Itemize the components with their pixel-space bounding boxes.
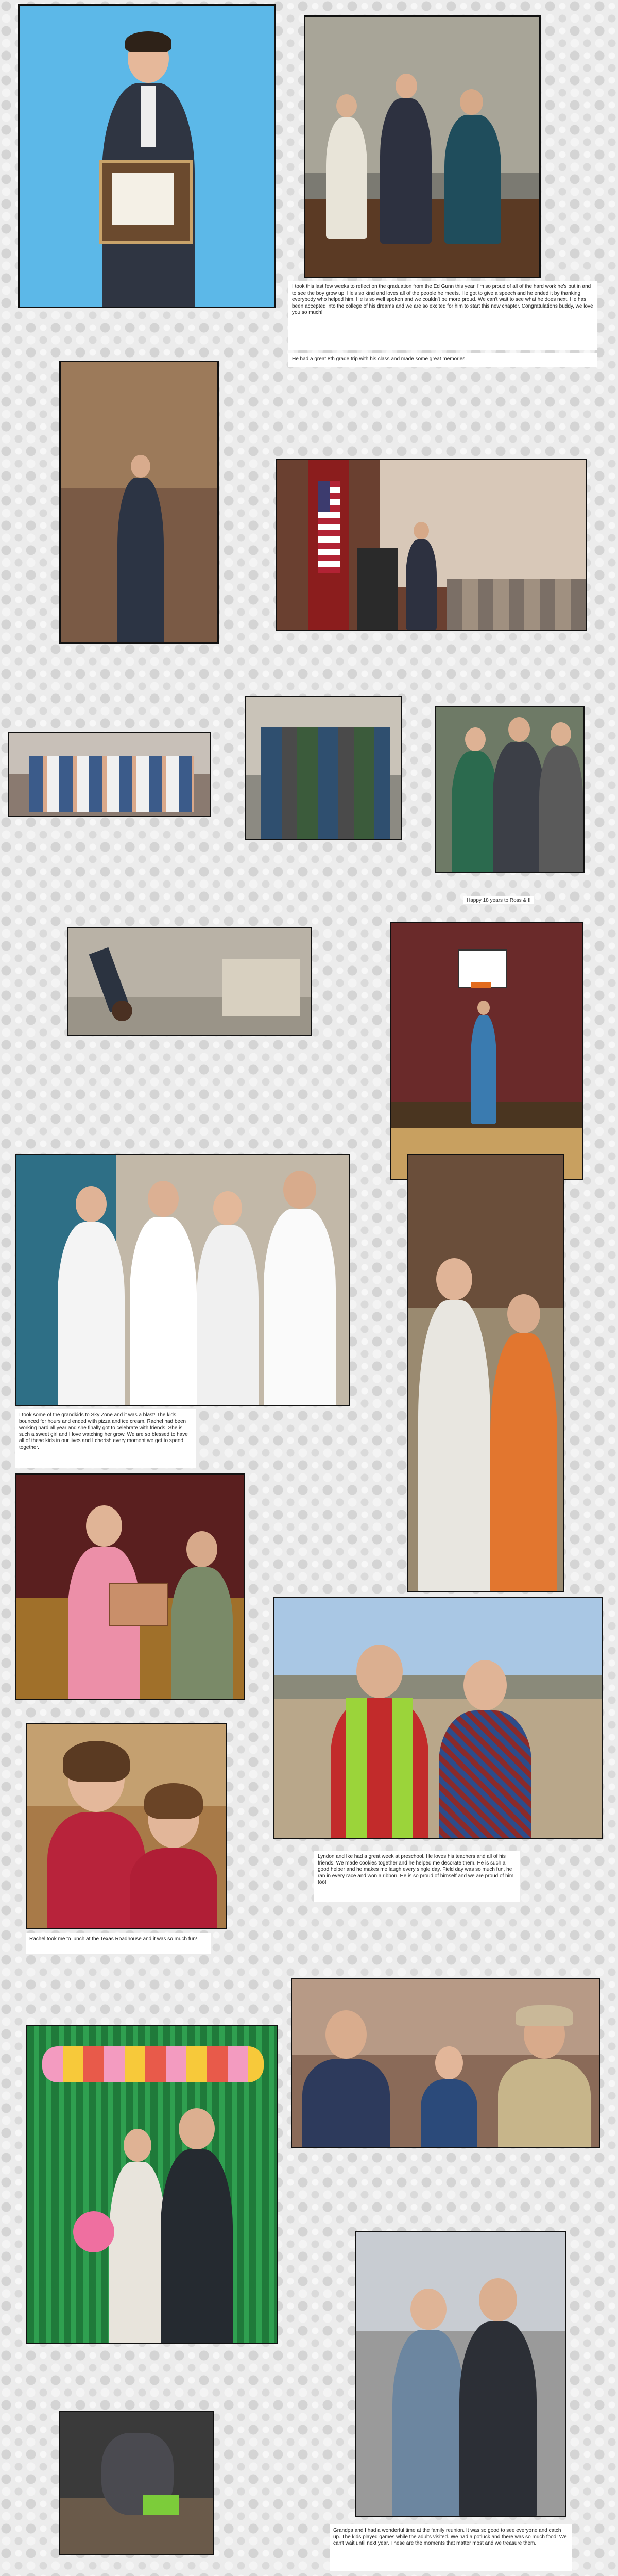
handstand-photo [67, 927, 312, 1036]
graduation-stage-photo [304, 15, 541, 278]
flamingo-photo-booth [26, 2025, 278, 2344]
two-boys-field-photo [273, 1597, 603, 1839]
floor-work-photo [59, 2411, 214, 2555]
graduate-certificate-photo [18, 4, 276, 308]
anniversary-couple-photo [435, 706, 585, 873]
flag-podium-photo [276, 459, 587, 631]
cousins-four-girls-photo [15, 1154, 350, 1406]
rachel-caption-text: Rachel took me to lunch at the Texas Roadhouse and it was so much fun! [26, 1933, 211, 1954]
gift-note-text: He had a great 8th grade trip with his class and made some great memories. [288, 353, 597, 367]
family-pair-photo [355, 2231, 566, 2517]
family-four-photo [245, 696, 402, 840]
family-reunion-text: Grandpa and I had a wonderful time at the family reunion. It was so good to see everyone and catch up. The kids played games while the adults visited. We had a potluck and there was so much food! We can't wait until next year. These are the moments that matter most and we treasure them. [330, 2524, 572, 2571]
school-group-photo [8, 732, 211, 817]
girl-and-boy-photo [407, 1154, 564, 1592]
rachel-selfie-photo [26, 1723, 227, 1929]
boys-story-text: Lyndon and Ike had a great week at preschool. He loves his teachers and all of his friends. We made cookies together and he helped me decorate them. He is such a good helper and he makes me laugh every single day. Field day was so much fun, he ran in every race and won a ribbon. He is so proud of himself and we are proud of him too! [314, 1851, 520, 1902]
graduation-story-text: I took this last few weeks to reflect on the graduation from the Ed Gunn this year. I'm so proud of all of the hard work he's put in and to see the boy grow up. He's so kind and loves all of the people he meets. He got to give a speech and he ended it by thanking everybody who helped him. He is so well spoken and we couldn't be more proud. We can't wait to see what he does next. He has been accepted into the college of his dreams and we are so excited for him to start this new chapter. Congratulations buddy, we love you so much! [288, 281, 597, 350]
basketball-hoop-photo [390, 922, 583, 1180]
girl-with-gift-photo [15, 1473, 245, 1700]
anniversary-caption: Happy 18 years to Ross & I! [464, 896, 534, 904]
cousins-story-text: I took some of the grandkids to Sky Zone and it was a blast! The kids bounced for hours and ended with pizza and ice cream. Rachel had been working hard all year and she finally got to celebrate with friends. She is such a sweet girl and I love watching her grow. We are so blessed to have all of these kids in our lives and I cherish every moment we get to spend together. [15, 1409, 196, 1468]
dad-and-boy-photo [291, 1978, 600, 2148]
school-hall-photo [59, 361, 219, 644]
